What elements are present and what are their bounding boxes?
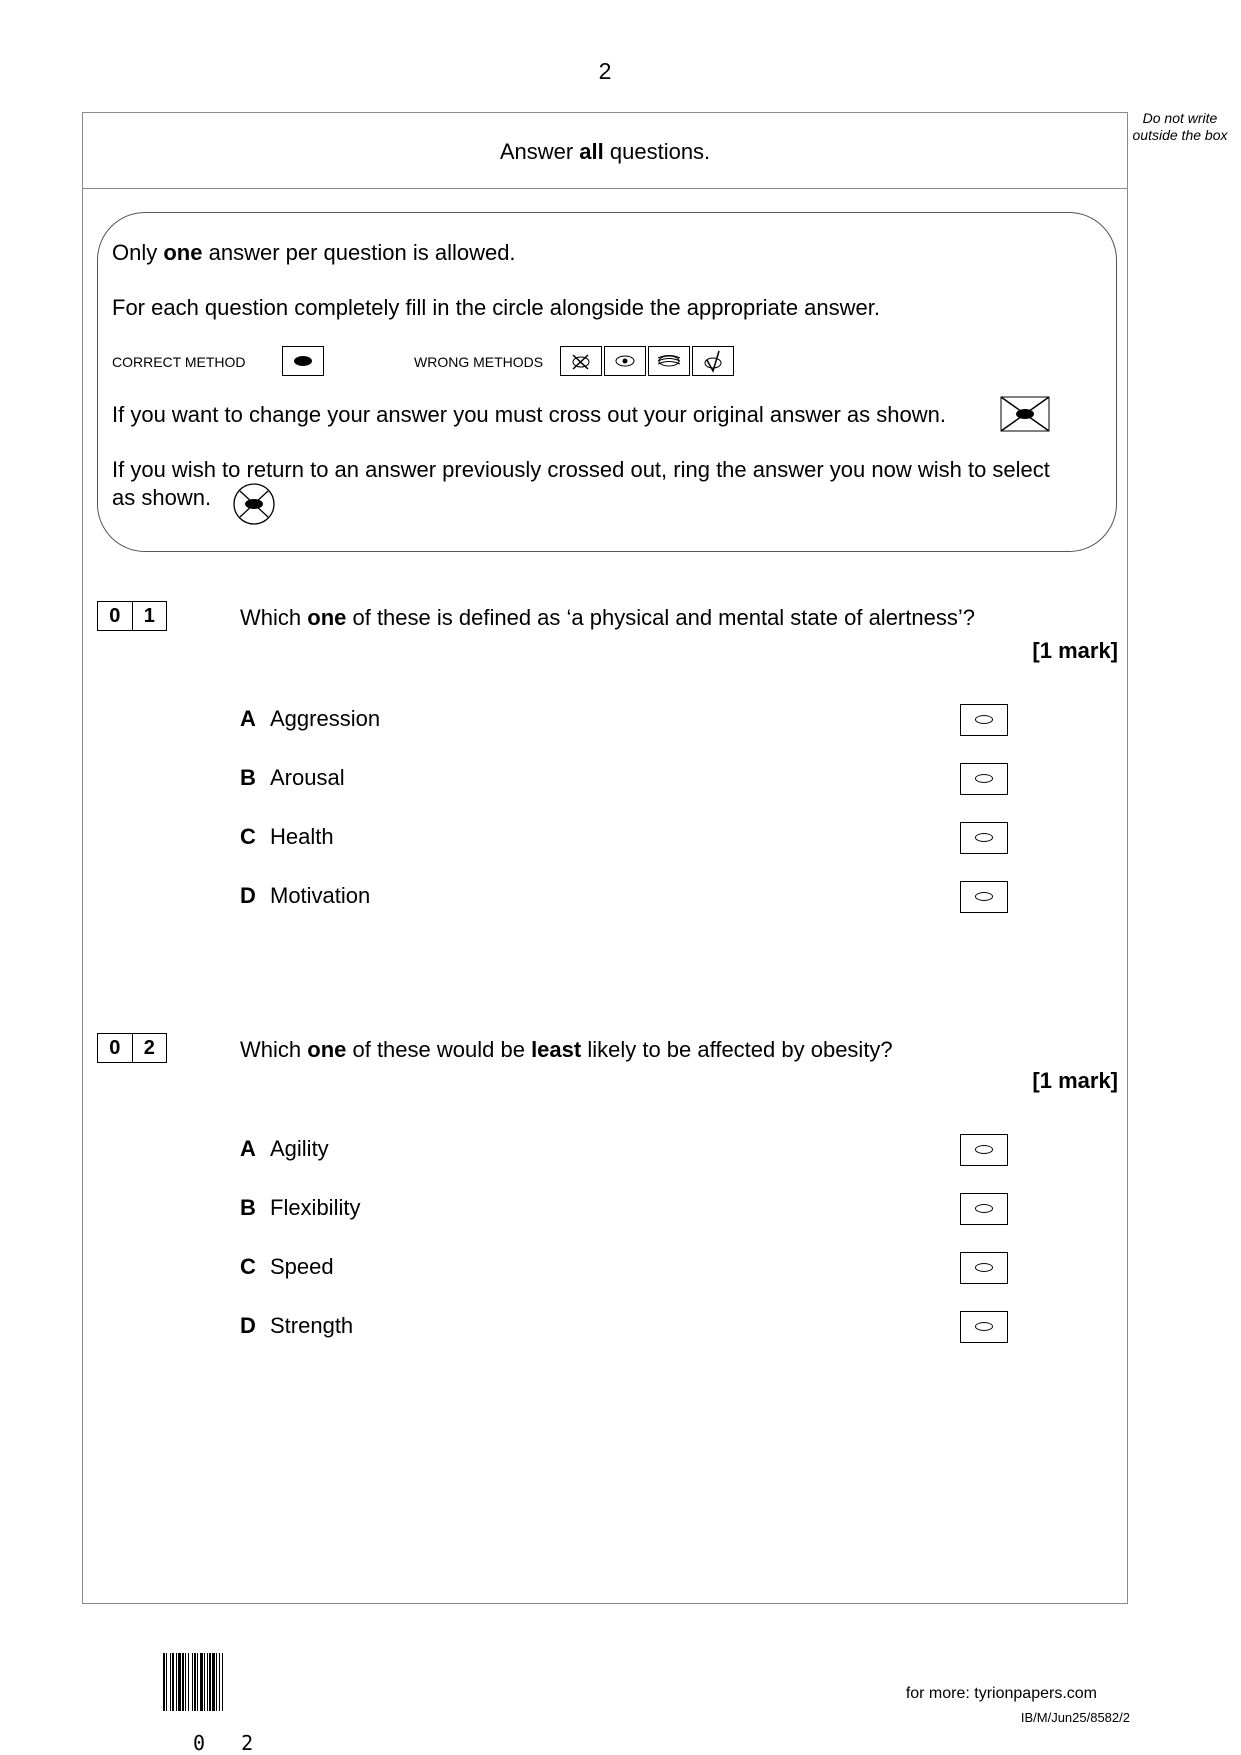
question-01-marks: [1 mark] xyxy=(1032,638,1118,663)
instruction-fill-circle: For each question completely fill in the circle alongside the appropriate answer. xyxy=(112,295,880,320)
answer-oval-icon xyxy=(975,1322,993,1331)
question-01-text: Which one of these is defined as ‘a physical and mental state of alertness’? xyxy=(240,605,975,630)
q01-option-text-c: Health xyxy=(270,824,334,849)
header-row xyxy=(83,113,1127,189)
q02-option-letter-a: A xyxy=(240,1136,256,1161)
q01-answer-box-a[interactable] xyxy=(960,704,1008,736)
answer-oval-icon xyxy=(975,892,993,901)
q01-option-text-b: Arousal xyxy=(270,765,345,790)
answer-oval-icon xyxy=(975,1263,993,1272)
q02-answer-box-a[interactable] xyxy=(960,1134,1008,1166)
margin-note: Do not write outside the box xyxy=(1132,110,1228,143)
barcode-icon xyxy=(163,1653,279,1711)
question-02-marks: [1 mark] xyxy=(1032,1068,1118,1093)
q01-answer-box-b[interactable] xyxy=(960,763,1008,795)
footer-paper-code: IB/M/Jun25/8582/2 xyxy=(1020,1710,1130,1725)
crossed-out-example-icon xyxy=(1000,396,1050,432)
footer-website: for more: tyrionpapers.com xyxy=(905,1685,1097,1702)
answer-oval-icon xyxy=(975,1145,993,1154)
q02-answer-box-c[interactable] xyxy=(960,1252,1008,1284)
q02-option-letter-b: B xyxy=(240,1195,256,1220)
q02-option-text-c: Speed xyxy=(270,1254,334,1279)
page-number: 2 xyxy=(598,58,612,84)
q02-answer-box-d[interactable] xyxy=(960,1311,1008,1343)
correct-method-icon xyxy=(282,346,324,376)
wrong-scribble-icon xyxy=(648,346,690,376)
wrong-methods-label: WRONG METHODS xyxy=(414,354,544,370)
instruction-one-answer: Only one answer per question is allowed. xyxy=(112,240,516,265)
question-number-02: 0 2 xyxy=(97,1033,167,1063)
wrong-tick-icon xyxy=(692,346,734,376)
q01-option-letter-d: D xyxy=(240,883,256,908)
q02-option-letter-d: D xyxy=(240,1313,256,1338)
q02-option-text-b: Flexibility xyxy=(270,1195,361,1220)
answer-oval-icon xyxy=(975,1204,993,1213)
question-number-01: 0 1 xyxy=(97,601,167,631)
answer-all-heading: Answer all questions. xyxy=(499,139,711,164)
q02-option-text-a: Agility xyxy=(270,1136,329,1161)
instruction-as-shown: as shown. xyxy=(112,485,212,510)
q01-option-letter-b: B xyxy=(240,765,256,790)
q01-answer-box-c[interactable] xyxy=(960,822,1008,854)
ringed-example-icon xyxy=(226,482,282,526)
q01-option-text-d: Motivation xyxy=(270,883,371,908)
correct-method-label: CORRECT METHOD xyxy=(112,354,246,370)
question-02-text: Which one of these would be least likely to be affected by obesity? xyxy=(240,1037,893,1062)
instruction-cross-out: If you want to change your answer you must cross out your original answer as shown. xyxy=(112,402,946,427)
q02-option-letter-c: C xyxy=(240,1254,256,1279)
answer-oval-icon xyxy=(975,715,993,724)
q01-option-letter-c: C xyxy=(240,824,256,849)
instruction-return-answer: If you wish to return to an answer previously crossed out, ring the answer you now wish to select xyxy=(112,457,1050,482)
wrong-dot-icon xyxy=(604,346,646,376)
answer-oval-icon xyxy=(975,774,993,783)
answer-oval-icon xyxy=(975,833,993,842)
q02-option-text-d: Strength xyxy=(270,1313,354,1338)
q01-answer-box-d[interactable] xyxy=(960,881,1008,913)
q02-answer-box-b[interactable] xyxy=(960,1193,1008,1225)
q01-option-text-a: Aggression xyxy=(270,706,381,731)
q01-option-letter-a: A xyxy=(240,706,256,731)
wrong-cross-icon xyxy=(560,346,602,376)
barcode-digits: 0 2 xyxy=(193,1731,266,1755)
